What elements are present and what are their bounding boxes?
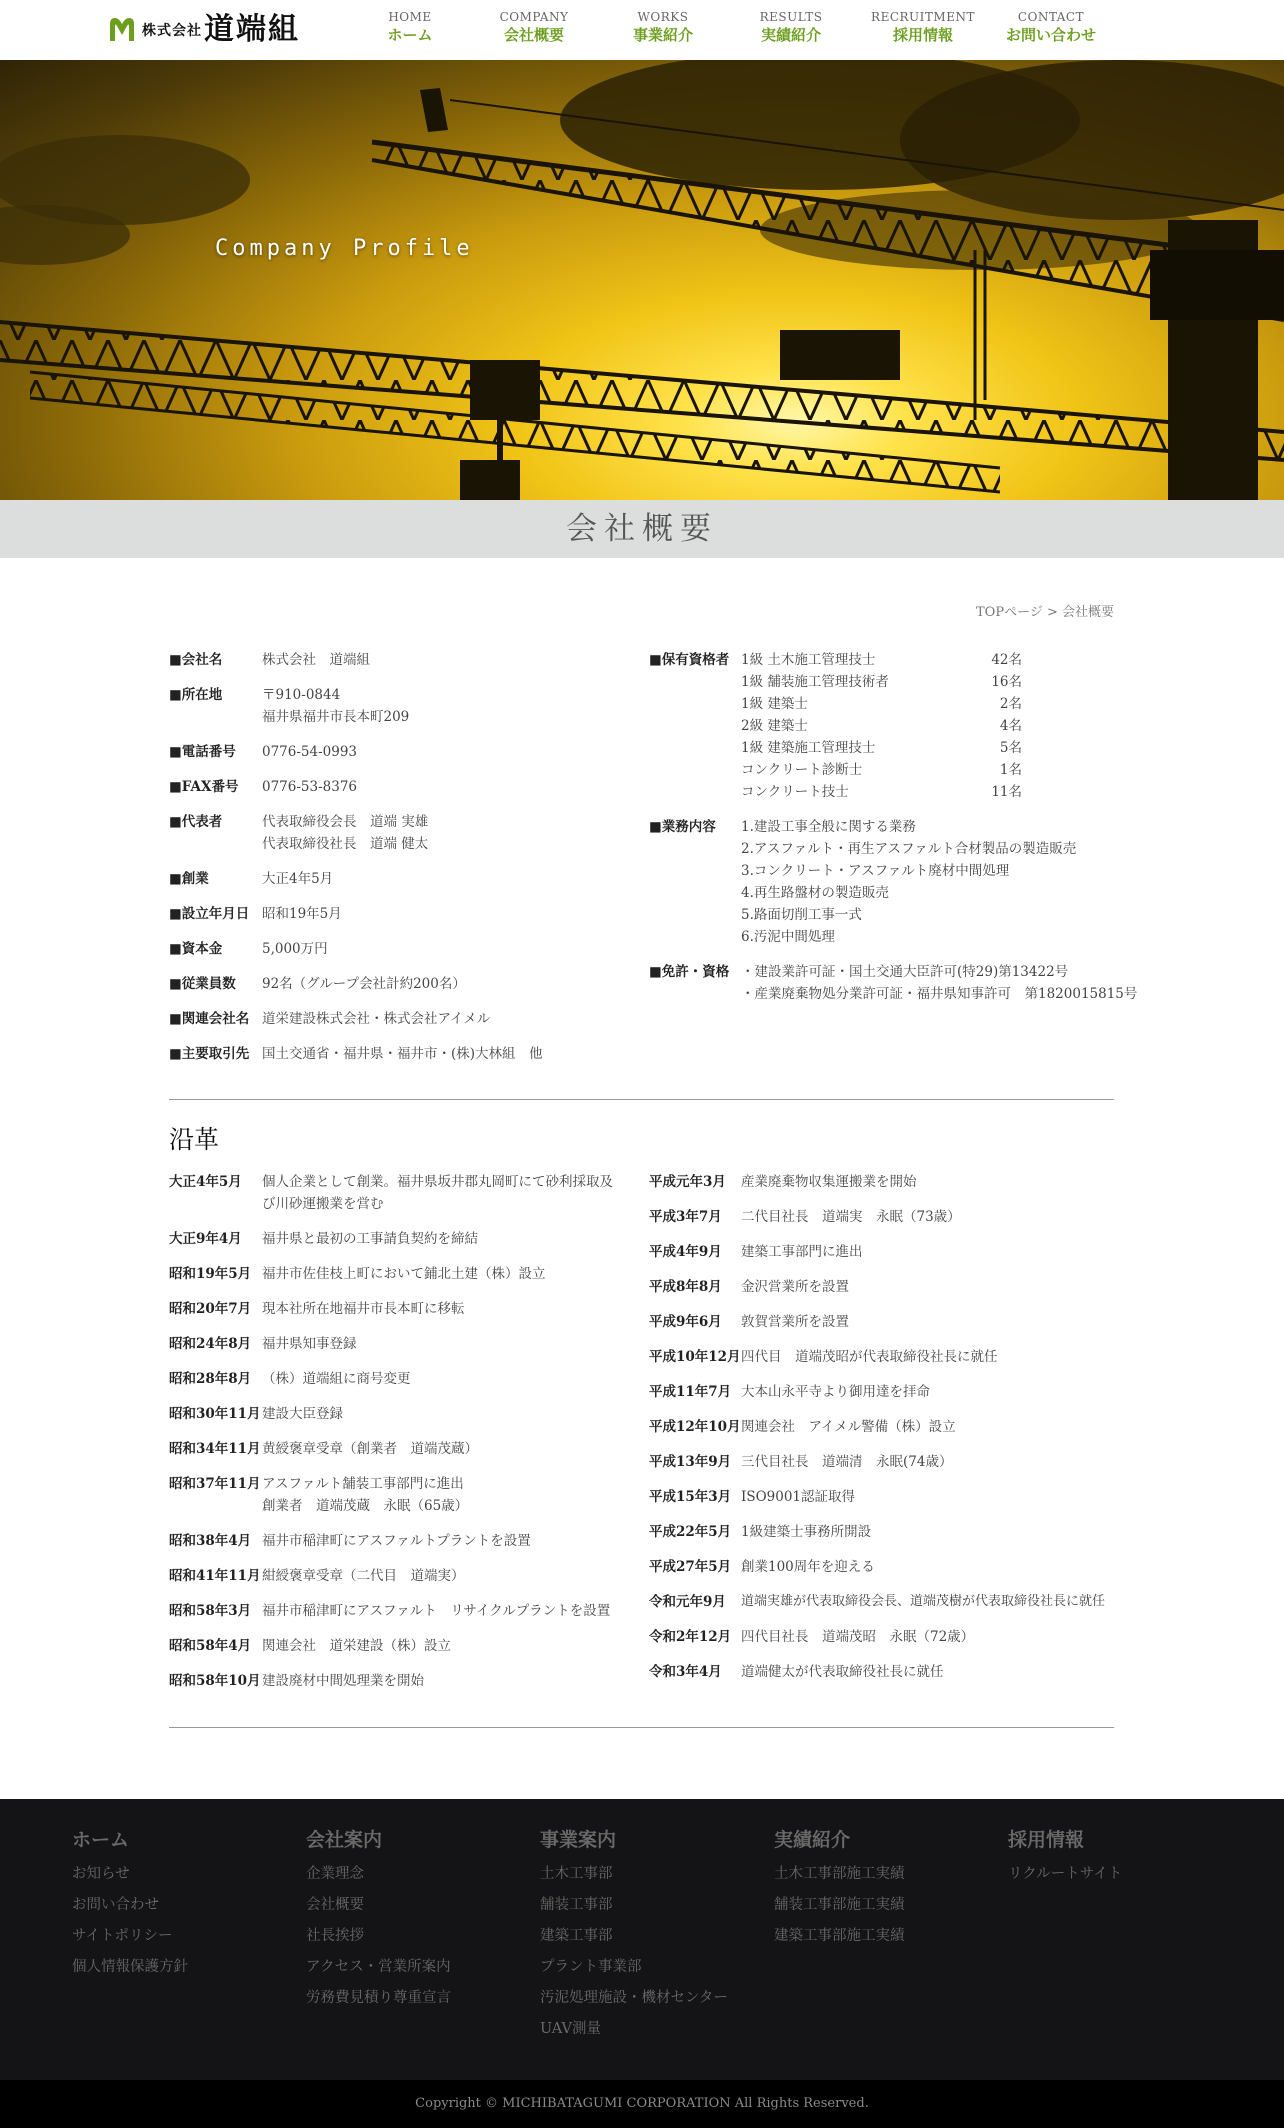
history-item <box>169 1333 629 1355</box>
footer-column-results <box>774 1826 905 1952</box>
history-date: 昭和28年8月 <box>169 1371 252 1387</box>
history-item <box>169 1368 629 1390</box>
history-text: 二代目社長 道端実 永眠（73歳） <box>741 1209 961 1225</box>
footer-link[interactable]: サイトポリシー <box>72 1928 173 1944</box>
history-date: 平成11年7月 <box>649 1384 732 1400</box>
qualification-name: 1級 舗装施工管理技術者 <box>741 674 889 690</box>
history-text: 福井県知事登録 <box>262 1336 357 1352</box>
history-date: 昭和58年10月 <box>169 1673 261 1689</box>
profile-label: ■従業員数 <box>169 976 236 992</box>
history-title: 沿革 <box>169 1125 220 1154</box>
footer-link[interactable]: お問い合わせ <box>72 1897 159 1913</box>
qualification-count: 2名 <box>999 696 1022 712</box>
footer-heading[interactable]: 会社案内 <box>306 1829 383 1851</box>
nav-contact[interactable] <box>991 9 1111 45</box>
history-text: 黄綬褒章受章（創業者 道端茂蔵） <box>262 1441 478 1457</box>
history-text: 紺綬褒章受章（二代目 道端実） <box>262 1568 465 1584</box>
copyright: Copyright © MICHIBATAGUMI CORPORATION All Rights Reserved. <box>0 2080 1284 2128</box>
business-item: 6.汚泥中間処理 <box>741 929 835 945</box>
profile-label: ■代表者 <box>169 814 223 830</box>
site-header <box>0 0 1284 60</box>
history-item <box>649 1451 1119 1473</box>
history-text-line2: 創業者 道端茂蔵 永眠（65歳） <box>262 1498 469 1514</box>
qualification-name: 2級 建築士 <box>741 718 808 734</box>
profile-label: ■業務内容 <box>649 819 716 835</box>
history-text: 福井市佐佳枝上町において鋪北土建（株）設立 <box>262 1266 546 1282</box>
qualification-name: コンクリート技士 <box>741 784 849 800</box>
breadcrumb[interactable]: TOPページ > 会社概要 <box>976 605 1114 620</box>
history-item <box>169 1263 629 1285</box>
history-item <box>649 1241 1119 1263</box>
section-divider <box>169 1099 1114 1100</box>
history-text: 建設廃材中間処理業を開始 <box>262 1673 424 1689</box>
footer-link[interactable]: プラント事業部 <box>540 1959 642 1975</box>
profile-value: 0776-53-8376 <box>262 779 358 795</box>
site-logo[interactable] <box>106 12 300 48</box>
footer-link[interactable]: 土木工事部施工実績 <box>774 1866 905 1882</box>
profile-value: 株式会社 道端組 <box>262 652 370 668</box>
nav-en-label: RESULTS <box>759 10 823 24</box>
profile-label: ■電話番号 <box>169 744 236 760</box>
history-date: 平成元年3月 <box>649 1174 726 1190</box>
footer-heading[interactable]: ホーム <box>72 1829 130 1851</box>
history-text: ISO9001認証取得 <box>741 1489 856 1505</box>
profile-value: 大正4年5月 <box>262 871 334 887</box>
history-date: 昭和20年7月 <box>169 1301 252 1317</box>
profile-label: ■資本金 <box>169 941 223 957</box>
nav-en-label: COMPANY <box>499 10 569 24</box>
footer-link[interactable]: アクセス・営業所案内 <box>306 1959 451 1975</box>
profile-value-line2: 代表取締役社長 道端 健太 <box>262 836 429 852</box>
history-date: 昭和37年11月 <box>169 1476 261 1492</box>
history-item <box>649 1661 1119 1683</box>
profile-label: ■免許・資格 <box>649 964 730 980</box>
history-text: 福井市稲津町にアスファルト リサイクルプラントを設置 <box>262 1603 611 1619</box>
profile-label: ■設立年月日 <box>169 906 250 922</box>
nav-en-label: CONTACT <box>1017 10 1085 24</box>
hero-banner <box>0 60 1284 500</box>
section-divider <box>169 1727 1114 1728</box>
history-text: 建築工事部門に進出 <box>741 1244 863 1260</box>
footer-link[interactable]: 舗装工事部施工実績 <box>774 1897 905 1913</box>
footer-link[interactable]: 会社概要 <box>306 1897 364 1913</box>
qualification-count: 5名 <box>999 740 1022 756</box>
footer-link[interactable]: 労務費見積り尊重宣言 <box>306 1990 451 2006</box>
footer-column-business <box>540 1826 728 2045</box>
history-text: 道端実雄が代表取締役会長、道端茂樹が代表取締役社長に就任 <box>741 1594 1106 1609</box>
history-date: 平成15年3月 <box>649 1489 732 1505</box>
nav-jp-label: 事業紹介 <box>632 26 693 44</box>
history-text: 産業廃棄物収集運搬業を開始 <box>741 1174 917 1190</box>
license-item: ・建設業許可証・国土交通大臣許可(特29)第13422号 <box>741 964 1069 980</box>
history-item <box>649 1381 1119 1403</box>
profile-label: ■創業 <box>169 871 209 887</box>
footer-column-company <box>306 1826 451 2014</box>
history-item <box>169 1530 629 1552</box>
footer-column-recruit <box>1008 1826 1122 1890</box>
history-text: 四代目社長 道端茂昭 永眠（72歳） <box>741 1629 975 1645</box>
footer-link[interactable]: 社長挨拶 <box>306 1928 364 1944</box>
history-text: 大本山永平寺より御用達を拝命 <box>741 1384 930 1400</box>
profile-value: 道栄建設株式会社・株式会社アイメル <box>262 1011 491 1027</box>
footer-link[interactable]: 個人情報保護方針 <box>72 1959 188 1975</box>
history-item <box>169 1403 629 1425</box>
history-item <box>649 1591 1119 1613</box>
business-item: 1.建設工事全般に関する業務 <box>741 819 916 835</box>
history-item <box>169 1298 629 1320</box>
history-item <box>169 1670 629 1692</box>
qualification-name: コンクリート診断士 <box>741 762 863 778</box>
profile-row <box>169 649 619 671</box>
history-text: アスファルト舗装工事部門に進出 <box>262 1476 464 1492</box>
nav-home[interactable] <box>350 9 470 45</box>
footer-link[interactable]: 企業理念 <box>306 1866 364 1882</box>
crane-silhouette-image <box>0 60 1284 500</box>
history-date: 昭和30年11月 <box>169 1406 261 1422</box>
page-title: 会社概要 <box>566 511 718 547</box>
history-date: 昭和41年11月 <box>169 1568 261 1584</box>
profile-row <box>169 1008 619 1030</box>
profile-value: 昭和19年5月 <box>262 906 342 922</box>
nav-recruitment[interactable] <box>863 9 983 45</box>
profile-label: ■主要取引先 <box>169 1046 250 1062</box>
profile-value: 国土交通省・福井県・福井市・(株)大林組 他 <box>262 1046 543 1062</box>
history-item <box>649 1276 1119 1298</box>
history-date: 平成27年5月 <box>649 1559 732 1575</box>
business-item: 2.アスファルト・再生アスファルト合材製品の製造販売 <box>741 841 1077 857</box>
history-text: 福井県と最初の工事請負契約を締結 <box>262 1231 478 1247</box>
history-date: 昭和19年5月 <box>169 1266 252 1282</box>
history-date: 大正9年4月 <box>169 1231 242 1247</box>
nav-company[interactable] <box>474 9 594 45</box>
logo-small-text: 株式会社 <box>142 23 202 39</box>
qualification-count: 42名 <box>991 652 1022 668</box>
footer-link[interactable]: 土木工事部 <box>540 1866 613 1882</box>
profile-row <box>169 868 619 890</box>
profile-value-line2: 福井県福井市長本町209 <box>262 709 410 725</box>
logo-mark-icon <box>106 14 138 46</box>
history-date: 平成12年10月 <box>649 1419 741 1435</box>
profile-row <box>169 938 619 960</box>
hero-title: Company Profile <box>215 236 474 261</box>
history-date: 大正4年5月 <box>169 1174 242 1190</box>
history-date: 平成4年9月 <box>649 1244 722 1260</box>
history-item <box>169 1473 629 1517</box>
profile-row <box>169 903 619 925</box>
footer-column-home <box>72 1826 188 1983</box>
qualification-name: 1級 建築士 <box>741 696 808 712</box>
profile-row <box>169 684 619 728</box>
history-item <box>649 1626 1119 1648</box>
history-item <box>169 1635 629 1657</box>
profile-value: 0776-54-0993 <box>262 744 358 760</box>
history-item <box>649 1486 1119 1508</box>
license-item: ・産業廃棄物処分業許可証・福井県知事許可 第1820015815号 <box>741 986 1138 1002</box>
business-item: 5.路面切削工事一式 <box>741 907 862 923</box>
history-item <box>649 1521 1119 1543</box>
qualification-count: 11名 <box>991 784 1022 800</box>
nav-en-label: WORKS <box>637 10 689 24</box>
history-date: 平成9年6月 <box>649 1314 722 1330</box>
history-date: 令和元年9月 <box>649 1594 726 1610</box>
profile-value: 代表取締役会長 道端 実雄 <box>262 814 429 830</box>
history-item <box>649 1311 1119 1333</box>
history-text: 現本社所在地福井市長本町に移転 <box>262 1301 465 1317</box>
profile-row <box>169 973 619 995</box>
profile-row <box>169 1043 619 1065</box>
history-item <box>169 1600 629 1622</box>
nav-en-label: RECRUITMENT <box>871 10 975 24</box>
history-text: 関連会社 道栄建設（株）設立 <box>262 1638 451 1654</box>
history-text: 金沢営業所を設置 <box>741 1279 849 1295</box>
nav-jp-label: お問い合わせ <box>1005 26 1096 44</box>
history-text: 創業100周年を迎える <box>741 1559 875 1575</box>
history-date: 令和2年12月 <box>649 1629 732 1645</box>
history-text: 1級建築士事務所開設 <box>741 1524 872 1540</box>
logo-company-name: 道端組 <box>204 12 300 47</box>
history-text: 関連会社 アイメル警備（株）設立 <box>741 1419 956 1435</box>
profile-label: ■所在地 <box>169 687 223 703</box>
profile-value: 5,000万円 <box>262 941 328 957</box>
footer-link[interactable]: リクルートサイト <box>1008 1866 1123 1882</box>
nav-works[interactable] <box>603 9 723 45</box>
history-date: 昭和58年4月 <box>169 1638 252 1654</box>
qualification-count: 1名 <box>999 762 1022 778</box>
profile-row <box>169 741 619 763</box>
footer-heading[interactable]: 採用情報 <box>1008 1829 1085 1851</box>
history-text: 道端健太が代表取締役社長に就任 <box>741 1664 944 1680</box>
nav-jp-label: ホーム <box>387 26 433 44</box>
history-date: 昭和34年11月 <box>169 1441 261 1457</box>
history-item <box>649 1206 1119 1228</box>
nav-jp-label: 実績紹介 <box>760 26 821 44</box>
profile-label: ■会社名 <box>169 652 223 668</box>
history-item <box>169 1228 629 1250</box>
footer-link[interactable]: UAV測量 <box>540 2021 601 2037</box>
history-item <box>169 1438 629 1460</box>
footer-link[interactable]: 建築工事部施工実績 <box>774 1928 905 1944</box>
history-item <box>169 1565 629 1587</box>
profile-row <box>169 776 619 798</box>
footer-heading[interactable]: 事業案内 <box>540 1829 617 1851</box>
footer-heading[interactable]: 実績紹介 <box>774 1829 851 1851</box>
nav-en-label: HOME <box>388 10 432 24</box>
footer-link[interactable]: 舗装工事部 <box>540 1897 613 1913</box>
business-item: 3.コンクリート・アスファルト廃材中間処理 <box>741 863 1010 879</box>
profile-row <box>169 811 619 855</box>
qualification-count: 4名 <box>999 718 1022 734</box>
history-text: （株）道端組に商号変更 <box>262 1371 411 1387</box>
history-text: 建設大臣登録 <box>262 1406 343 1422</box>
profile-label: ■保有資格者 <box>649 652 730 668</box>
page-title-band <box>0 500 1284 558</box>
history-date: 昭和38年4月 <box>169 1533 252 1549</box>
history-text: 個人企業として創業。福井県坂井郡丸岡町にて砂利採取及び川砂運搬業を営む <box>262 1174 613 1212</box>
profile-value: 92名（グループ会社計約200名） <box>262 976 466 992</box>
history-date: 平成22年5月 <box>649 1524 732 1540</box>
history-date: 平成13年9月 <box>649 1454 732 1470</box>
qualification-name: 1級 建築施工管理技士 <box>741 740 876 756</box>
history-text: 三代目社長 道端清 永眠(74歳） <box>741 1454 953 1470</box>
footer-link[interactable]: 建築工事部 <box>540 1928 613 1944</box>
profile-label: ■FAX番号 <box>169 779 239 795</box>
history-date: 平成10年12月 <box>649 1349 741 1365</box>
profile-label: ■関連会社名 <box>169 1011 250 1027</box>
history-date: 昭和24年8月 <box>169 1336 252 1352</box>
business-item: 4.再生路盤材の製造販売 <box>741 885 889 901</box>
history-text: 四代目 道端茂昭が代表取締役社長に就任 <box>741 1349 998 1365</box>
history-date: 令和3年4月 <box>649 1664 722 1680</box>
history-date: 平成8年8月 <box>649 1279 722 1295</box>
history-date: 昭和58年3月 <box>169 1603 252 1619</box>
history-text: 敦賀営業所を設置 <box>741 1314 849 1330</box>
profile-value: 〒910-0844 <box>262 687 341 703</box>
qualification-name: 1級 土木施工管理技士 <box>741 652 876 668</box>
footer-link[interactable]: 汚泥処理施設・機材センター <box>540 1990 728 2006</box>
history-date: 平成3年7月 <box>649 1209 722 1225</box>
history-item <box>649 1171 1119 1193</box>
history-item <box>649 1346 1119 1368</box>
history-item <box>169 1171 629 1215</box>
qualification-count: 16名 <box>991 674 1022 690</box>
history-item <box>649 1556 1119 1578</box>
history-item <box>649 1416 1119 1438</box>
nav-results[interactable] <box>731 9 851 45</box>
footer-link[interactable]: お知らせ <box>72 1866 130 1882</box>
nav-jp-label: 採用情報 <box>892 26 953 44</box>
nav-jp-label: 会社概要 <box>503 26 564 44</box>
history-text: 福井市稲津町にアスファルトプラントを設置 <box>262 1533 531 1549</box>
